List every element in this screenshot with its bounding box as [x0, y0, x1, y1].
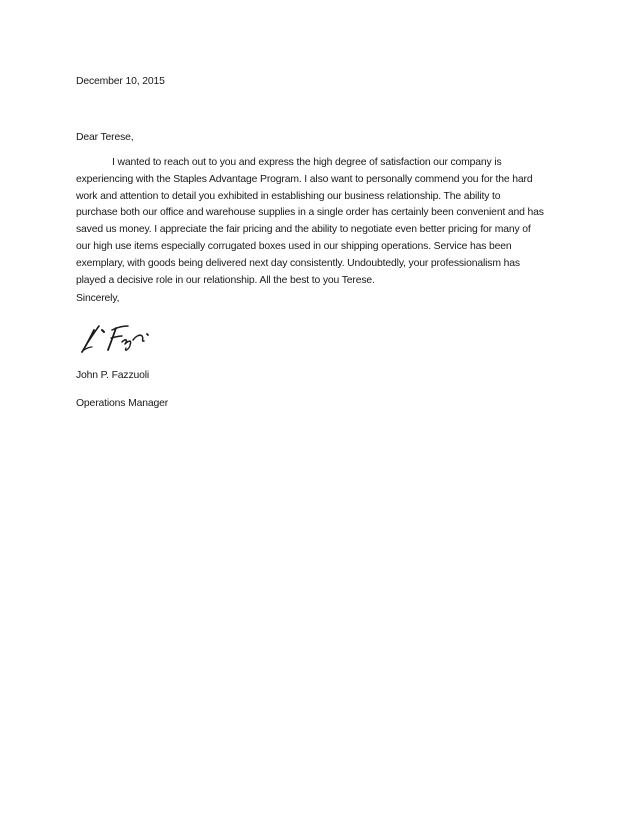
- body-line: our high use items especially corrugated boxes used in our shipping operations. Service has been: [76, 240, 512, 252]
- body-line: purchase both our office and warehouse supplies in a single order has certainly been convenient and has: [76, 207, 544, 219]
- salutation: Dear Terese,: [76, 132, 134, 143]
- body-line: saved us money. I appreciate the fair pricing and the ability to negotiate even better pricing for many of: [76, 224, 531, 236]
- body-line: I wanted to reach out to you and express the high degree of satisfaction our company is: [112, 157, 502, 168]
- body-line: work and attention to detail you exhibited in establishing our business relationship. The ability to: [76, 190, 501, 202]
- body-line: experiencing with the Staples Advantage Program. I also want to personally commend you for the hard: [76, 173, 533, 185]
- body-line: played a decisive role in our relationship. All the best to you Terese.: [76, 274, 375, 286]
- signer-title: Operations Manager: [76, 398, 169, 409]
- handwritten-signature: [78, 320, 158, 356]
- letter-date: December 10, 2015: [76, 76, 165, 87]
- closing: Sincerely,: [76, 293, 120, 304]
- letter-body: [76, 155, 568, 289]
- signer-name: John P. Fazzuoli: [76, 370, 150, 381]
- body-line: exemplary, with goods being delivered next day consistently. Undoubtedly, your professionalism has: [76, 257, 520, 269]
